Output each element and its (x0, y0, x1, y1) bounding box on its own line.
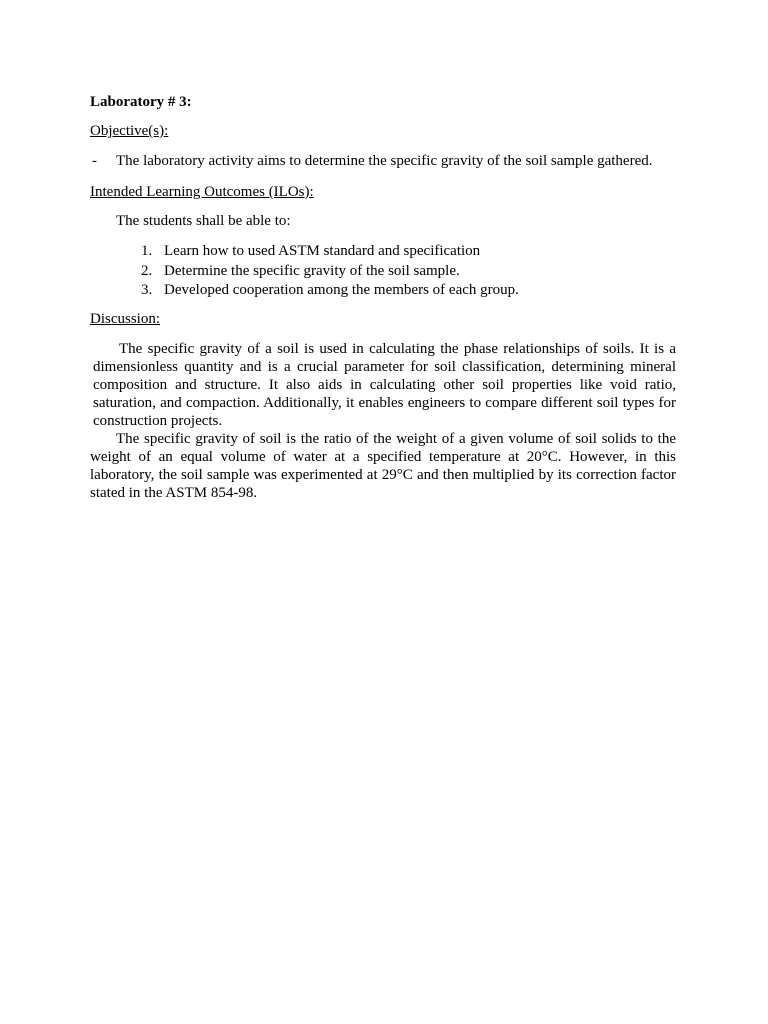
ilos-heading: Intended Learning Outcomes (ILOs): (90, 184, 314, 200)
ilo-item (90, 281, 676, 301)
ilo-number: 1. (141, 243, 153, 259)
ilo-text: Learn how to used ASTM standard and specification (164, 243, 481, 259)
ilo-item (90, 242, 676, 262)
ilos-list (90, 242, 676, 301)
ilos-intro: The students shall be able to: (116, 213, 291, 229)
ilo-text: Determine the specific gravity of the soil sample. (164, 262, 460, 279)
ilo-number: 2. (141, 262, 153, 279)
document-title: Laboratory # 3: (90, 94, 192, 110)
objectives-heading: Objective(s): (90, 123, 169, 139)
ilo-number: 3. (141, 282, 153, 298)
ilo-item (90, 262, 676, 282)
ilo-text: Developed cooperation among the members of each group. (164, 282, 519, 298)
bullet-marker: - (92, 153, 97, 169)
objective-text: The laboratory activity aims to determine the specific gravity of the soil sample gathered. (116, 153, 653, 169)
discussion-heading: Discussion: (90, 311, 161, 327)
discussion-paragraph: The specific gravity of soil is the ratio of the weight of a given volume of soil solids to the weight of an equal volume of water at a specified temperature at 20°C. However, in this laboratory, the soil sample was experimented at 29°C and then multiplied by its correction factor stated in the ASTM 854-98. (90, 431, 676, 501)
discussion-paragraph: The specific gravity of a soil is used in calculating the phase relationships of soils. It is a dimensionless quantity and is a crucial parameter for soil classification, determining mineral composition and structure. It also aids in calculating other soil properties like void ratio, saturation, and compaction. Additionally, it enables engineers to compare different soil types for construction projects. (93, 341, 676, 429)
